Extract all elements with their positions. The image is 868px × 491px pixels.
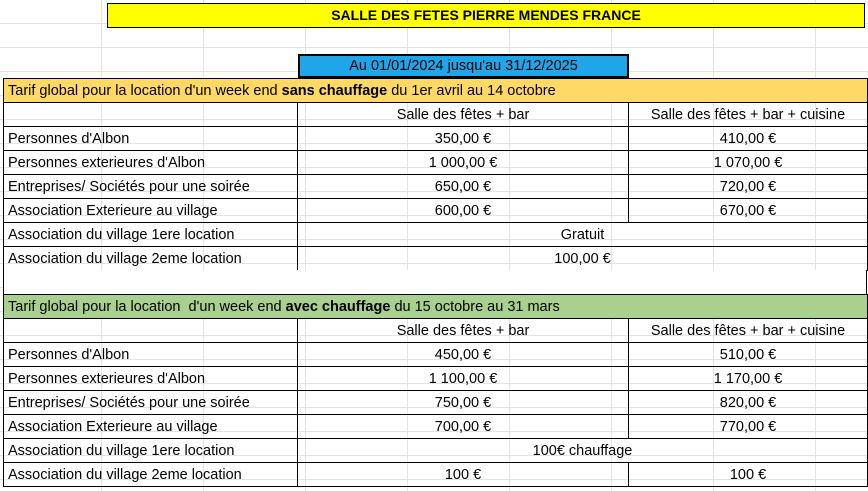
empty-cell	[4, 103, 298, 127]
column-header-bar-kitchen: Salle des fêtes + bar + cuisine	[629, 319, 868, 343]
price-bar-kitchen: 770,00 €	[629, 415, 868, 439]
empty-cell	[4, 319, 298, 343]
winter-header	[4, 295, 868, 319]
winter-price-table	[3, 294, 868, 487]
column-header-bar: Salle des fêtes + bar	[298, 103, 629, 127]
price-bar: 650,00 €	[298, 175, 629, 199]
table-row	[4, 151, 868, 175]
table-row	[4, 199, 868, 223]
price-bar: 350,00 €	[298, 127, 629, 151]
price-bar: 1 000,00 €	[298, 151, 629, 175]
row-label: Entreprises/ Sociétés pour une soirée	[4, 175, 298, 199]
winter-header-post: du 15 octobre au 31 mars	[390, 298, 560, 315]
column-header-bar: Salle des fêtes + bar	[298, 319, 629, 343]
summer-header-bold: sans chauffage	[281, 82, 388, 99]
row-label: Personnes exterieures d'Albon	[4, 151, 298, 175]
validity-period: Au 01/01/2024 jusqu'au 31/12/2025	[298, 54, 629, 78]
table-row	[4, 223, 868, 247]
page-title: SALLE DES FETES PIERRE MENDES FRANCE	[107, 3, 865, 28]
merged-price: Gratuit	[298, 223, 868, 247]
merged-price: 100,00 €	[298, 247, 868, 271]
row-label: Association Exterieure au village	[4, 199, 298, 223]
table-row	[4, 415, 868, 439]
winter-column-headers	[4, 319, 868, 343]
spacer	[3, 270, 867, 294]
summer-price-table	[3, 78, 868, 271]
row-label: Personnes d'Albon	[4, 343, 298, 367]
price-bar: 100 €	[298, 463, 629, 487]
table-row	[4, 391, 868, 415]
row-label: Association du village 1ere location	[4, 223, 298, 247]
price-bar-kitchen: 1 070,00 €	[629, 151, 868, 175]
table-row	[4, 367, 868, 391]
table-row	[4, 343, 868, 367]
summer-column-headers	[4, 103, 868, 127]
price-bar: 450,00 €	[298, 343, 629, 367]
row-label: Personnes d'Albon	[4, 127, 298, 151]
price-bar-kitchen: 100 €	[629, 463, 868, 487]
price-bar-kitchen: 410,00 €	[629, 127, 868, 151]
winter-header-bold: avec chauffage	[285, 298, 391, 315]
merged-price: 100€ chauffage	[298, 439, 868, 463]
price-bar: 750,00 €	[298, 391, 629, 415]
price-bar-kitchen: 820,00 €	[629, 391, 868, 415]
summer-header	[4, 79, 868, 103]
summer-header-post: du 1er avril au 14 octobre	[387, 82, 556, 99]
table-row	[4, 247, 868, 271]
price-bar-kitchen: 670,00 €	[629, 199, 868, 223]
price-bar-kitchen: 510,00 €	[629, 343, 868, 367]
row-label: Association du village 2eme location	[4, 247, 298, 271]
price-bar: 600,00 €	[298, 199, 629, 223]
row-label: Personnes exterieures d'Albon	[4, 367, 298, 391]
table-row	[4, 439, 868, 463]
summer-header-row	[4, 79, 868, 103]
price-bar: 1 100,00 €	[298, 367, 629, 391]
row-label: Association du village 1ere location	[4, 439, 298, 463]
row-label: Association Exterieure au village	[4, 415, 298, 439]
winter-header-pre: Tarif global pour la location d'un week end	[8, 298, 286, 315]
price-bar: 700,00 €	[298, 415, 629, 439]
row-label: Entreprises/ Sociétés pour une soirée	[4, 391, 298, 415]
price-bar-kitchen: 1 170,00 €	[629, 367, 868, 391]
winter-header-row	[4, 295, 868, 319]
table-row	[4, 175, 868, 199]
summer-header-pre: Tarif global pour la location d'un week end	[8, 82, 282, 99]
table-row	[4, 463, 868, 487]
table-row	[4, 127, 868, 151]
column-header-bar-kitchen: Salle des fêtes + bar + cuisine	[629, 103, 868, 127]
price-bar-kitchen: 720,00 €	[629, 175, 868, 199]
row-label: Association du village 2eme location	[4, 463, 298, 487]
